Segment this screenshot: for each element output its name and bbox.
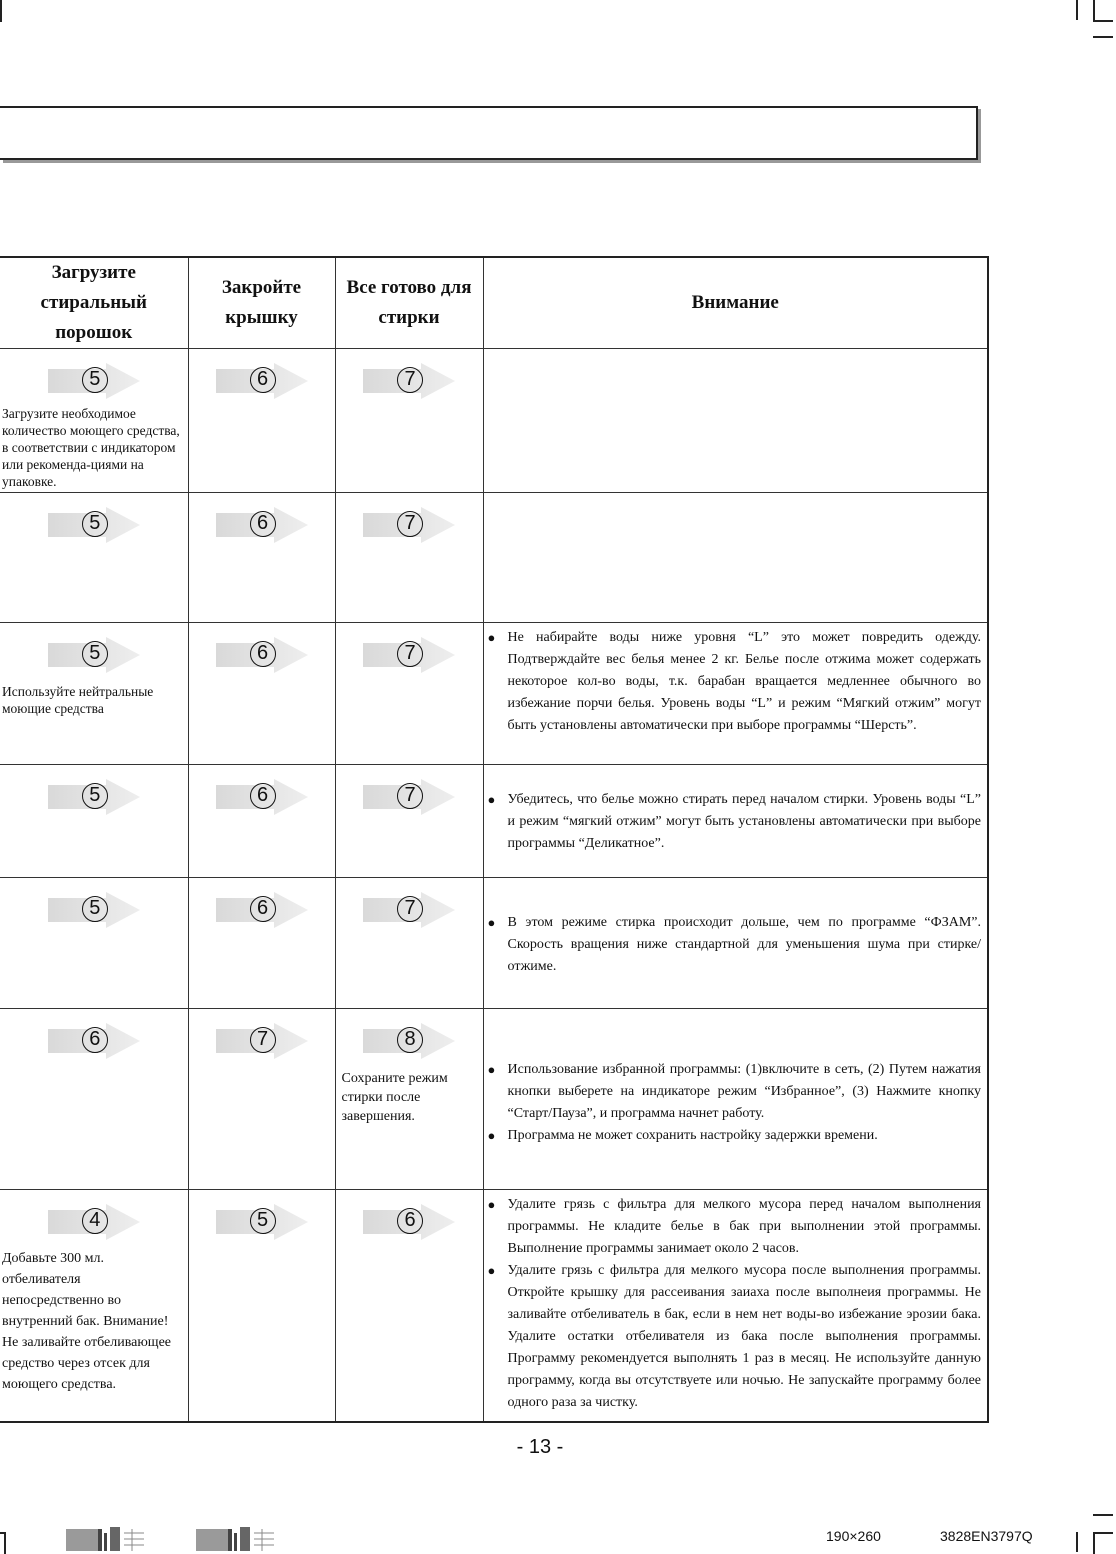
step-cell bbox=[335, 1190, 483, 1422]
step-cell bbox=[335, 493, 483, 623]
step-cell bbox=[188, 349, 335, 493]
header-load-detergent: Загрузите стиральный порошок bbox=[0, 257, 188, 349]
step-cell bbox=[188, 878, 335, 1009]
crop-mark-top-right-v1 bbox=[1076, 0, 1078, 20]
step-cell bbox=[0, 878, 188, 1009]
step-cell bbox=[335, 765, 483, 878]
step-cell bbox=[0, 1009, 188, 1190]
step-number: 7 bbox=[397, 896, 423, 922]
step-number: 7 bbox=[397, 783, 423, 809]
step-arrow-icon bbox=[216, 892, 308, 928]
step-number: 7 bbox=[250, 1027, 276, 1053]
step-arrow-icon bbox=[216, 507, 308, 543]
header-attention: Внимание bbox=[483, 257, 988, 349]
table-header-row bbox=[0, 257, 988, 349]
attention-note: ● Программа не может сохранить настройку задержки времени. bbox=[508, 1125, 982, 1147]
step-description: Используйте нейтральные моющие средства bbox=[2, 684, 154, 716]
table-row bbox=[0, 493, 988, 623]
step-number: 8 bbox=[397, 1027, 423, 1053]
header-ready: Все готово для стирки bbox=[335, 257, 483, 349]
attention-cell bbox=[483, 1009, 988, 1190]
step-arrow-icon bbox=[48, 892, 140, 928]
step-number: 5 bbox=[82, 641, 108, 667]
step-arrow-icon bbox=[48, 779, 140, 815]
step-number: 4 bbox=[82, 1208, 108, 1234]
crop-mark-bottom-right-h bbox=[1093, 1532, 1113, 1534]
step-arrow-icon bbox=[216, 1204, 308, 1240]
table-row bbox=[0, 1190, 988, 1422]
step-cell bbox=[188, 1009, 335, 1190]
step-number: 7 bbox=[397, 511, 423, 537]
step-arrow-icon bbox=[363, 637, 455, 673]
crop-mark-top-right-h2 bbox=[1093, 36, 1113, 38]
crop-mark-bottom-right-v2 bbox=[1093, 1532, 1095, 1554]
step-number: 6 bbox=[250, 641, 276, 667]
step-cell bbox=[335, 349, 483, 493]
print-registration-mark-right bbox=[196, 1527, 276, 1551]
step-arrow-icon bbox=[363, 507, 455, 543]
header-close-lid: Закройте крышку bbox=[188, 257, 335, 349]
table-row bbox=[0, 623, 988, 765]
attention-cell bbox=[483, 493, 988, 623]
step-number: 6 bbox=[397, 1208, 423, 1234]
attention-cell bbox=[483, 1190, 988, 1422]
table-body bbox=[0, 349, 988, 1422]
step-number: 6 bbox=[250, 367, 276, 393]
step-arrow-icon bbox=[363, 1204, 455, 1240]
step-cell bbox=[335, 878, 483, 1009]
attention-note: ● Удалите грязь с фильтра для мелкого мусора после выполнения программы. Откройте крышку для рассеивания заиаха после выполнеия программы. Не заливайте отбеливатель в бак, если в нем нет воды-во избежание эрозии бака. Удалите остатки отбеливателя из бака после выполнения программы. Программу рекомендуется выполнять 1 раз в месяц. Не используйте данную программу, когда вы отсутствуете или ночью. Не запускайте программу более одного раза за чистку. bbox=[508, 1260, 982, 1414]
page-number: - 13 - bbox=[516, 1436, 564, 1458]
step-cell bbox=[0, 349, 188, 493]
attention-note: ● В этом режиме стирка происходит дольше, чем по программе “ФЗАМ”. Скорость вращения ниже стандартной для уменьшения шума при стирке/отжиме. bbox=[508, 912, 982, 978]
crop-mark-top-right-h bbox=[1093, 20, 1113, 22]
step-arrow-icon bbox=[48, 507, 140, 543]
step-arrow-icon bbox=[48, 1023, 140, 1059]
table-row bbox=[0, 1009, 988, 1190]
table-row bbox=[0, 878, 988, 1009]
print-registration-mark-left bbox=[66, 1527, 146, 1551]
footer-size: 190×260 bbox=[826, 1528, 881, 1544]
step-cell bbox=[335, 623, 483, 765]
step-description: Добавьте 300 мл. отбеливателя непосредственно во внутренний бак. Внимание! Не заливайте отбеливающее средство через отсек для моющего средства. bbox=[2, 1251, 172, 1392]
step-cell bbox=[188, 623, 335, 765]
attention-note: ● Не набирайте воды ниже уровня “L” это может повредить одежду. Подтверждайте вес белья менее 2 кг. Белье после отжима может содержать некоторое кол-во воды, т.к. барабан вращается медленнее обычного во избежание порчи белья. Уровень воды “L” и режим “Мягкий отжим” могут быть установлены автоматически при выборе программы “Шерсть”. bbox=[508, 627, 982, 737]
step-arrow-icon bbox=[216, 779, 308, 815]
step-description: Сохраните режим стирки после завершения. bbox=[341, 1071, 448, 1124]
program-table bbox=[0, 256, 989, 1423]
crop-mark-top-left bbox=[0, 0, 2, 22]
footer-code: 3828EN3797Q bbox=[940, 1528, 1033, 1544]
table-row bbox=[0, 765, 988, 878]
step-arrow-icon bbox=[363, 363, 455, 399]
step-number: 5 bbox=[82, 896, 108, 922]
step-number: 5 bbox=[82, 511, 108, 537]
step-arrow-icon bbox=[363, 779, 455, 815]
step-arrow-icon bbox=[48, 363, 140, 399]
attention-cell bbox=[483, 765, 988, 878]
crop-mark-bottom-right-h2 bbox=[1093, 1514, 1113, 1516]
step-cell bbox=[0, 623, 188, 765]
attention-cell bbox=[483, 623, 988, 765]
step-number: 6 bbox=[250, 896, 276, 922]
step-cell bbox=[188, 1190, 335, 1422]
crop-mark-top-right-v2 bbox=[1093, 0, 1095, 20]
step-number: 5 bbox=[82, 367, 108, 393]
step-arrow-icon bbox=[48, 1204, 140, 1240]
attention-note: ● Удалите грязь с фильтра для мелкого мусора перед началом выполнения программы. Не кладите белье в бак при выполнении этой программы. Выполнение программы занимает около 2 часов. bbox=[508, 1194, 982, 1260]
step-cell bbox=[0, 765, 188, 878]
attention-cell bbox=[483, 878, 988, 1009]
step-number: 5 bbox=[250, 1208, 276, 1234]
step-arrow-icon bbox=[216, 637, 308, 673]
step-number: 7 bbox=[397, 367, 423, 393]
attention-cell bbox=[483, 349, 988, 493]
step-arrow-icon bbox=[363, 1023, 455, 1059]
step-number: 6 bbox=[250, 783, 276, 809]
step-number: 6 bbox=[250, 511, 276, 537]
attention-note: ● Использование избранной программы: (1)включите в сеть, (2) Путем нажатия кнопки выберете на индикаторе режим “Избранное”, (3) Нажмите кнопку “Старт/Пауза”, и программа начнет работу. bbox=[508, 1059, 982, 1125]
crop-mark-bottom-left-v bbox=[4, 1532, 6, 1554]
step-cell bbox=[188, 765, 335, 878]
step-cell bbox=[0, 493, 188, 623]
step-cell bbox=[0, 1190, 188, 1422]
step-arrow-icon bbox=[216, 1023, 308, 1059]
step-arrow-icon bbox=[216, 363, 308, 399]
step-number: 6 bbox=[82, 1027, 108, 1053]
step-number: 7 bbox=[397, 641, 423, 667]
step-number: 5 bbox=[82, 783, 108, 809]
step-cell bbox=[188, 493, 335, 623]
attention-note: ● Убедитесь, что белье можно стирать перед началом стирки. Уровень воды “L” и режим “мягкий отжим” могут быть установлены автоматически при выборе программы “Деликатное”. bbox=[508, 789, 982, 855]
crop-mark-bottom-right-v1 bbox=[1076, 1532, 1078, 1552]
step-cell bbox=[335, 1009, 483, 1190]
section-title-box bbox=[0, 106, 978, 160]
step-arrow-icon bbox=[48, 637, 140, 673]
step-description: Загрузите необходимое количество моющего средства, в соответствии с индикатором или рекоменда-циями на упаковке. bbox=[2, 406, 180, 489]
table-row bbox=[0, 349, 988, 493]
step-arrow-icon bbox=[363, 892, 455, 928]
